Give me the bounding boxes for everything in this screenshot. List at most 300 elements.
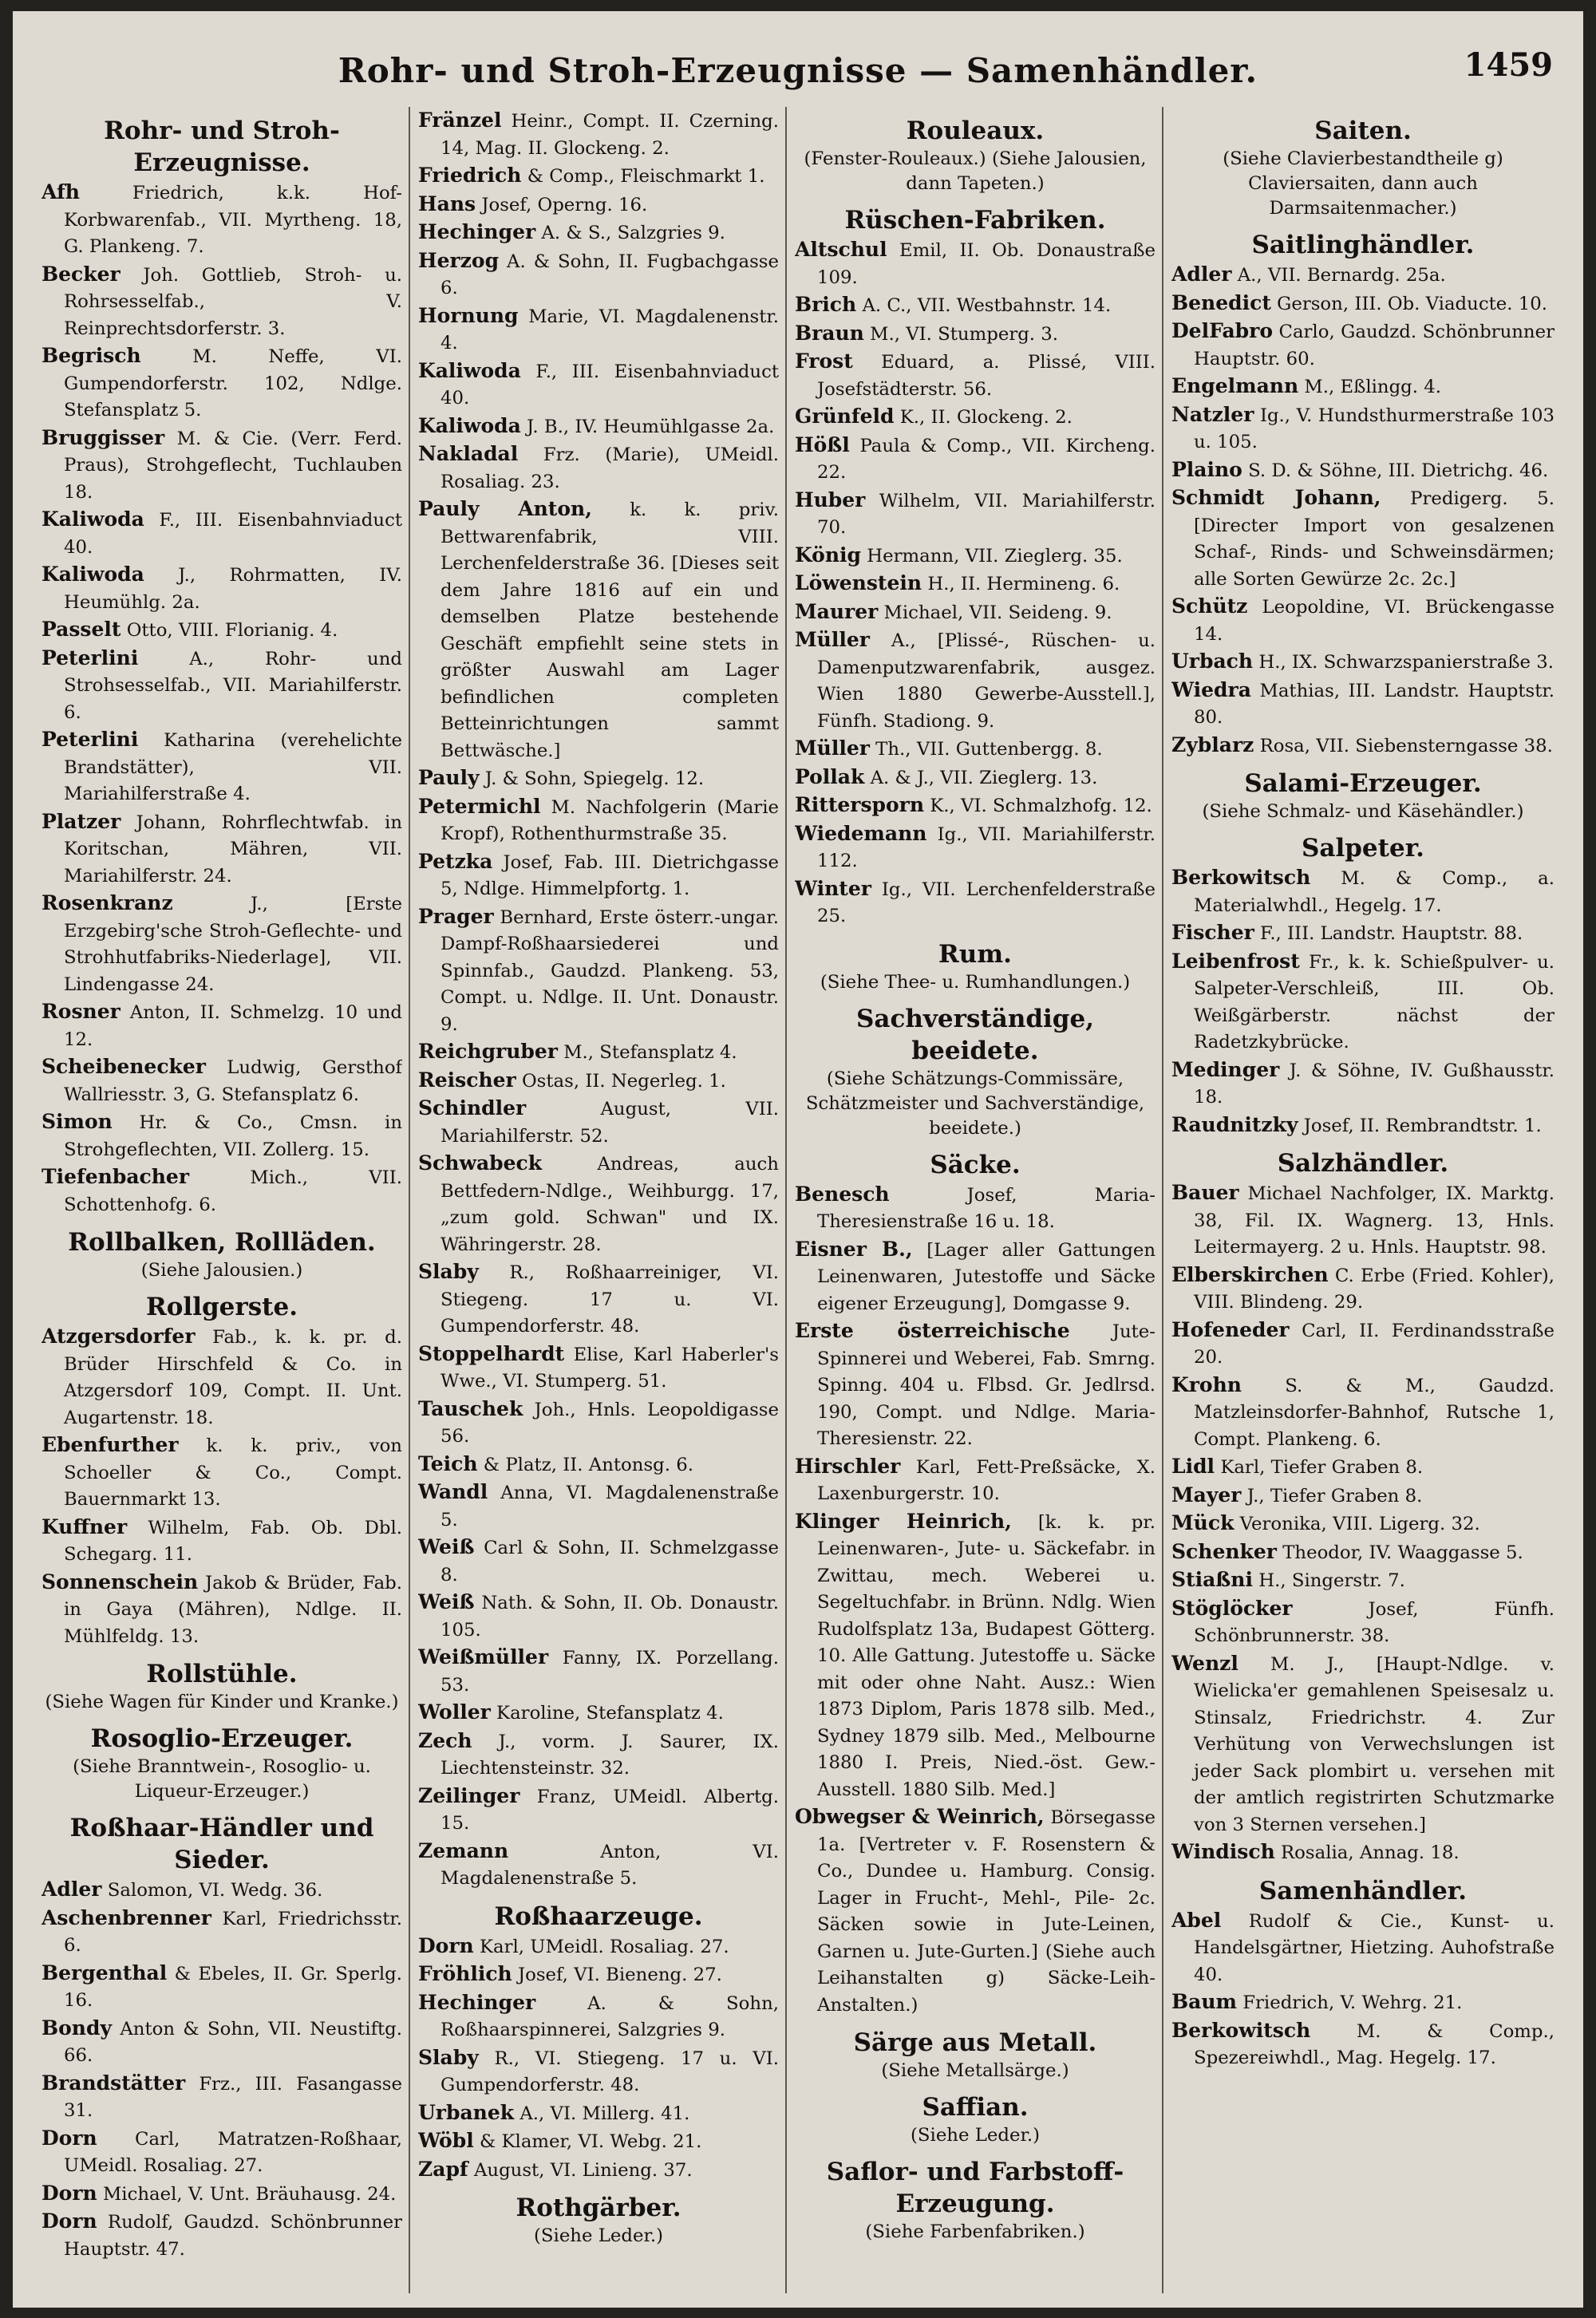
entry-details: A. & J., VII. Zieglerg. 13. (870, 767, 1098, 788)
directory-entry (795, 570, 1156, 598)
column-4 (1171, 107, 1555, 2293)
entry-details: A. & S., Salzgries 9. (541, 223, 725, 243)
entry-name: Müller (795, 736, 870, 760)
entry-name: Becker (41, 262, 120, 286)
entry-details: Friedrich, V. Wehrg. 21. (1242, 1992, 1463, 2013)
directory-entry (1171, 484, 1555, 593)
entry-name: Raudnitzky (1171, 1112, 1298, 1136)
entry-details: Joh., Hnls. Leopoldigasse 56. (440, 1399, 779, 1447)
entry-name: Adler (1171, 263, 1232, 286)
section-heading: Rüschen-Fabriken. (844, 206, 1106, 235)
directory-entry (795, 236, 1156, 291)
section-heading: Samenhändler. (1258, 1876, 1468, 1905)
entry-details: Bernhard, Erste österr.-ungar. Dampf-Roßhaarsiederei und Spinnfab., Gaudzd. Plankeng. 53, Compt. u. Ndlge. II. Unt. Donaustr. 9. (440, 906, 779, 1035)
entry-name: Slaby (418, 1260, 479, 1283)
entry-details: Hr. & Co., Cmsn. in Strohgeflechten, VII. Zollerg. 15. (64, 1112, 402, 1160)
directory-entry (418, 1838, 779, 1893)
directory-entry (1171, 373, 1555, 401)
directory-entry (418, 2127, 779, 2156)
directory-entry (1171, 1453, 1555, 1482)
entry-details: Ig., V. Hundsthurmerstraße 103 u. 105. (1194, 405, 1555, 452)
entry-details: J., [Erste Erzgebirg'sche Stroh-Geflechte- und Strohhutfabriks-Niederlage], VII. Lindengasse 24. (64, 894, 402, 995)
entry-details: J., Tiefer Graben 8. (1246, 1485, 1423, 1507)
entry-details: A., Rohr- und Strohsesselfab., VII. Mariahilferstr. 6. (64, 648, 402, 723)
directory-entry (418, 764, 779, 793)
directory-entry (795, 735, 1156, 764)
entry-details: J., vorm. J. Saurer, IX. Liechtensteinstr. 32. (440, 1731, 779, 1779)
entry-details: Leopoldine, VI. Brückengasse 14. (1194, 597, 1555, 645)
directory-entry (1171, 1056, 1555, 1112)
directory-entry (1171, 948, 1555, 1056)
entry-details: Rosa, VII. Siebensterngasse 38. (1259, 735, 1553, 756)
directory-entry (795, 1508, 1156, 1804)
cross-reference: (Siehe Metallsärge.) (881, 2060, 1069, 2081)
directory-entry (795, 875, 1156, 930)
entry-name: Fischer (1171, 921, 1254, 944)
entry-name: Lidl (1171, 1455, 1215, 1478)
entry-details: F., III. Eisenbahnviaduct 40. (440, 361, 779, 409)
entry-name: Medinger (1171, 1057, 1280, 1081)
entry-name: Urbach (1171, 650, 1254, 673)
section-heading: Salzhändler. (1277, 1149, 1449, 1178)
entry-details: Josef, Maria-Theresienstraße 16 u. 18. (817, 1184, 1156, 1232)
entry-name: Pauly (418, 766, 480, 789)
entry-name: Wiedra (1171, 677, 1251, 701)
directory-entry (418, 1728, 779, 1783)
entry-name: Weiß (418, 1535, 475, 1558)
entry-name: Weiß (418, 1590, 475, 1613)
column-1 (41, 107, 402, 2293)
directory-entry (1171, 677, 1555, 732)
entry-name: Rittersporn (795, 793, 925, 816)
entry-name: Bruggisser (41, 425, 165, 449)
entry-details: Fanny, IX. Porzellang. 53. (440, 1648, 779, 1696)
directory-entry (41, 616, 402, 645)
entry-name: Tiefenbacher (41, 1165, 189, 1188)
directory-entry (41, 1514, 402, 1569)
entry-details: Josef, Fab. III. Dietrichgasse 5, Ndlge. Himmelpfortg. 1. (440, 851, 779, 899)
entry-name: Hechinger (418, 1990, 536, 2014)
entry-details: Wilhelm, Fab. Ob. Dbl. Schegarg. 11. (64, 1517, 402, 1565)
section-heading: Rohr- und Stroh-Erzeugnisse. (104, 116, 340, 177)
entry-name: Dorn (41, 2181, 97, 2205)
directory-entry (1171, 456, 1555, 485)
entry-details: Mich., VII. Schottenhofg. 6. (64, 1167, 402, 1215)
entry-name: Eisner B., (795, 1237, 913, 1261)
entry-details: M. & Comp., Spezereiwhdl., Mag. Hegelg. 17. (1194, 2020, 1555, 2068)
cross-reference: (Siehe Farbenfabriken.) (865, 2221, 1085, 2242)
directory-entry (41, 1569, 402, 1651)
column-divider (1162, 107, 1163, 2293)
cross-reference: (Siehe Schätzungs-Commissäre, Schätzmeister und Sachverständige, beeidete.) (805, 1068, 1145, 1139)
directory-entry (41, 506, 402, 561)
directory-entry (795, 487, 1156, 542)
directory-entry (1171, 290, 1555, 318)
entry-name: Zapf (418, 2157, 468, 2181)
entry-details: Theodor, IV. Waaggasse 5. (1282, 1542, 1523, 1563)
directory-entry (418, 1095, 779, 1150)
entry-details: H., Singerstr. 7. (1258, 1570, 1405, 1591)
entry-details: Veronika, VIII. Ligerg. 32. (1239, 1514, 1480, 1534)
entry-details: H., IX. Schwarzspanierstraße 3. (1258, 652, 1555, 673)
entry-name: Bergenthal (41, 1961, 168, 1984)
entry-name: Klinger Heinrich, (795, 1509, 1012, 1533)
entry-name: Frost (795, 349, 853, 373)
entry-details: [k. k. pr. Leinenwaren-, Jute- u. Säckefabr. in Zwittau, mech. Weberei u. Segeltuchfabr. in Brünn. Ndlg. Wien Rudolfsplatz 13a, Budapest Götterg. 10. Alle Gattung. Jutestoffe u. Säcke mit oder ohne Naht. Ausz.: Wien 1873 Diplom, Paris 1878 silb. Med., Sydney 1879 silb. Med., Melbourne 1880 I. Preis, Nied.-öst. Gew.-Ausstell. 1880 Silb. Med.] (817, 1511, 1156, 1800)
directory-entry (418, 793, 779, 848)
directory-entry (418, 413, 779, 441)
entry-name: Pollak (795, 764, 865, 788)
column-divider (409, 107, 410, 2293)
entry-name: Baum (1171, 1990, 1237, 2013)
section-heading: Särge aus Metall. (853, 2028, 1097, 2057)
entry-details: Nath. & Sohn, II. Ob. Donaustr. 105. (440, 1593, 779, 1641)
directory-entry (1171, 1510, 1555, 1538)
entry-details: & Klamer, VI. Webg. 21. (479, 2131, 702, 2152)
entry-name: Zech (418, 1728, 472, 1752)
entry-name: Löwenstein (795, 571, 922, 594)
entry-details: Hermann, VII. Zieglerg. 35. (867, 545, 1123, 567)
directory-entry (795, 626, 1156, 735)
entry-details: Carl, Matratzen-Roßhaar, UMeidl. Rosaliag. 27. (64, 2128, 402, 2176)
section-heading: Säcke. (930, 1150, 1021, 1179)
entry-name: Teich (418, 1451, 478, 1475)
entry-name: Natzler (1171, 402, 1254, 426)
directory-entry (418, 247, 779, 302)
directory-entry (795, 1317, 1156, 1453)
entry-name: Hans (418, 192, 476, 215)
entry-details: M. & Cie. (Verr. Ferd. Praus), Strohgeflecht, Tuchlauben 18. (64, 428, 402, 503)
entry-name: Benedict (1171, 290, 1271, 314)
entry-name: Kaliwoda (41, 563, 144, 586)
entry-name: Kaliwoda (41, 507, 144, 531)
entry-details: Carl, II. Ferdinandsstraße 20. (1194, 1320, 1555, 1368)
entry-name: Begrisch (41, 344, 141, 367)
directory-entry (418, 1644, 779, 1699)
entry-details: Fr., k. k. Schießpulver- u. Salpeter-Verschleiß, III. Ob. Weißgärberstr. nächst der Radetzkybrücke. (1194, 951, 1555, 1052)
entry-name: Maurer (795, 599, 879, 623)
directory-entry (41, 561, 402, 616)
entry-name: Schindler (418, 1096, 527, 1120)
entry-details: Friedrich, k.k. Hof-Korbwarenfab., VII. Myrtheng. 18, G. Plankeng. 7. (64, 183, 402, 257)
entry-details: K., VI. Schmalzhofg. 12. (930, 796, 1152, 816)
entry-name: Herzog (418, 248, 500, 272)
entry-name: Kaliwoda (418, 358, 521, 382)
entry-details: M. Neffe, VI. Gumpendorferstr. 102, Ndlge. Stefansplatz 5. (64, 346, 402, 421)
entry-name: Slaby (418, 2045, 479, 2069)
entry-name: König (795, 543, 862, 567)
entry-name: Müller (795, 628, 870, 651)
directory-entry (41, 645, 402, 727)
entry-details: Salomon, VI. Wedg. 36. (107, 1880, 323, 1901)
directory-page (13, 11, 1583, 2308)
entry-name: Engelmann (1171, 374, 1299, 397)
entry-details: Anna, VI. Magdalenenstraße 5. (440, 1483, 779, 1530)
directory-entry (795, 1453, 1156, 1508)
entry-details: Frz., III. Fasangasse 31. (64, 2073, 402, 2121)
section-heading: Rum. (938, 939, 1012, 969)
entry-details: [Lager aller Gattungen Leinenwaren, Jutestoffe und Säcke eigener Erzeugung], Domgasse 9. (817, 1239, 1156, 1314)
directory-entry (418, 1783, 779, 1838)
entry-details: Jakob & Brüder, Fab. in Gaya (Mähren), Ndlge. II. Mühlfeldg. 13. (64, 1572, 402, 1647)
entry-details: Joh. Gottlieb, Stroh- u. Rohrsesselfab., V. Reinprechtsdorferstr. 3. (64, 264, 402, 339)
entry-details: S. D. & Söhne, III. Dietrichg. 46. (1248, 460, 1549, 481)
entry-name: Zemann (418, 1838, 509, 1862)
entry-name: Tauschek (418, 1396, 523, 1420)
entry-details: A. & Sohn, Roßhaarspinnerei, Salzgries 9. (440, 1992, 779, 2040)
entry-details: Franz, UMeidl. Albertg. 15. (440, 1786, 779, 1834)
section-heading: Salami-Erzeuger. (1244, 769, 1482, 798)
entry-details: Frz. (Marie), UMeidl. Rosaliag. 23. (440, 444, 779, 492)
entry-name: Atzgersdorfer (41, 1325, 196, 1348)
entry-details: Michael Nachfolger, IX. Marktg. 38, Fil. IX. Wagnerg. 13, Hnls. Leitermayerg. 2 u. Hnls. Hauptstr. 98. (1194, 1183, 1555, 1258)
directory-entry (41, 2015, 402, 2070)
entry-details: F., III. Landstr. Hauptstr. 88. (1260, 923, 1523, 944)
directory-entry (795, 1181, 1156, 1236)
directory-entry (418, 1150, 779, 1258)
entry-name: Stöglöcker (1171, 1596, 1293, 1620)
entry-name: Hirschler (795, 1454, 901, 1478)
entry-name: DelFabro (1171, 319, 1273, 342)
entry-name: Stiaßni (1171, 1568, 1253, 1591)
directory-entry (1171, 648, 1555, 677)
section-heading: Saitlinghändler. (1251, 231, 1475, 259)
entry-details: & Comp., Fleischmarkt 1. (527, 166, 765, 187)
entry-details: Fab., k. k. pr. d. Brüder Hirschfeld & Co. in Atzgersdorf 109, Compt. II. Unt. Augartenstr. 18. (64, 1327, 402, 1428)
entry-name: Ebenfurther (41, 1433, 179, 1456)
directory-entry (418, 848, 779, 903)
directory-entry (795, 1803, 1156, 2019)
entry-name: Hößl (795, 432, 850, 456)
entry-details: Josef, VI. Bieneng. 27. (517, 1965, 722, 1985)
entry-name: Sonnenschein (41, 1570, 199, 1593)
directory-entry (41, 808, 402, 890)
directory-entry (1171, 401, 1555, 456)
entry-name: Benesch (795, 1182, 890, 1206)
entry-details: Marie, VI. Magdalenenstr. 4. (440, 306, 779, 353)
entry-name: Huber (795, 488, 866, 511)
directory-entry (1171, 1838, 1555, 1867)
directory-entry (418, 2099, 779, 2128)
entry-details: K., II. Glockeng. 2. (899, 407, 1073, 428)
entry-details: Josef, Operng. 16. (481, 194, 648, 215)
entry-name: Scheibenecker (41, 1055, 206, 1078)
directory-entry (418, 1451, 779, 1479)
directory-entry (1171, 1372, 1555, 1454)
directory-entry (1171, 1566, 1555, 1595)
directory-entry (418, 1534, 779, 1589)
entry-details: Wilhelm, VII. Mariahilferstr. 70. (817, 490, 1156, 538)
entry-details: A. & Sohn, II. Fugbachgasse 6. (440, 251, 779, 298)
directory-entry (418, 1933, 779, 1961)
directory-entry (41, 726, 402, 808)
entry-details: Karl, Friedrichsstr. 6. (64, 1908, 402, 1956)
directory-entry (418, 302, 779, 357)
entry-name: Kaliwoda (418, 413, 521, 437)
directory-entry (41, 2180, 402, 2209)
entry-details: Gerson, III. Ob. Viaducte. 10. (1277, 293, 1547, 314)
directory-entry (418, 219, 779, 247)
entry-name: Brandstätter (41, 2071, 186, 2095)
entry-details: Carlo, Gaudzd. Schönbrunner Hauptstr. 60. (1194, 322, 1555, 369)
entry-details: Josef, Fünfh. Schönbrunnerstr. 38. (1194, 1598, 1555, 1646)
directory-entry (418, 1038, 779, 1067)
entry-name: Simon (41, 1110, 113, 1133)
entry-details: A., VI. Millerg. 41. (519, 2103, 690, 2124)
directory-entry (41, 2070, 402, 2125)
entry-details: Ig., VII. Lerchenfelderstraße 25. (817, 879, 1156, 926)
entry-details: Anton & Sohn, VII. Neustiftg. 66. (64, 2018, 402, 2066)
entry-details: A., [Plissé-, Rüschen- u. Damenputzwarenfabrik, ausgez. Wien 1880 Gewerbe-Ausstell.], Fünfh. Stadiong. 9. (817, 630, 1156, 732)
section-heading: Rothgärber. (516, 2194, 681, 2222)
entry-details: R., Roßhaarreiniger, VI. Stiegeng. 17 u. VI. Gumpendorferstr. 48. (440, 1262, 779, 1337)
directory-entry (795, 598, 1156, 627)
entry-name: Rosner (41, 1000, 120, 1023)
directory-entry (41, 261, 402, 343)
entry-details: Mathias, III. Landstr. Hauptstr. 80. (1194, 680, 1555, 728)
entry-name: Wandl (418, 1480, 488, 1503)
directory-entry (41, 1905, 402, 1960)
entry-name: Fröhlich (418, 1962, 512, 1985)
directory-entry (418, 1589, 779, 1644)
cross-reference: (Siehe Branntwein-, Rosoglio- u. Liqueur-Erzeuger.) (73, 1756, 371, 1802)
section-heading: Saflor- und Farbstoff-Erzeugung. (826, 2158, 1124, 2218)
entry-details: A. C., VII. Westbahnstr. 14. (862, 295, 1112, 316)
cross-reference: (Siehe Jalousien.) (140, 1260, 303, 1281)
directory-entry (1171, 1112, 1555, 1140)
entry-name: Pauly Anton, (418, 497, 592, 520)
entry-name: Grünfeld (795, 405, 895, 428)
directory-entry (418, 496, 779, 764)
directory-entry (41, 179, 402, 261)
directory-entry (418, 2044, 779, 2099)
entry-details: J. & Söhne, IV. Gußhausstr. 18. (1194, 1060, 1555, 1108)
directory-entry (41, 1053, 402, 1108)
directory-entry (41, 998, 402, 1053)
entry-details: Th., VII. Guttenbergg. 8. (875, 739, 1103, 760)
directory-entry (795, 542, 1156, 571)
entry-details: k. k. priv., von Schoeller & Co., Compt. Bauernmarkt 13. (64, 1435, 402, 1510)
entry-details: Jute-Spinnerei und Weberei, Fab. Smrng. Spinng. 404 u. Flbsd. Gr. Jedlrsd. 190, Compt. und Ndlge. Maria-Theresienstr. 22. (817, 1321, 1156, 1449)
entry-name: Passelt (41, 618, 121, 641)
directory-entry (795, 291, 1156, 320)
entry-name: Wöbl (418, 2129, 474, 2152)
directory-entry (1171, 1317, 1555, 1372)
directory-entry (418, 107, 779, 162)
directory-entry (1171, 318, 1555, 373)
directory-entry (418, 1341, 779, 1396)
entry-name: Schmidt Johann, (1171, 486, 1381, 509)
entry-details: k. k. priv. Bettwarenfabrik, VIII. Lerchenfelderstraße 36. [Dieses seit dem Jahre 1816 auf ein und demselben Platze bestehende Geschäft empfiehlt seine stets in größter Auswahl am Lager befindlichen completen Betteinrichtungen sammt Bettwäsche.] (440, 500, 779, 761)
entry-name: Zyblarz (1171, 733, 1254, 756)
directory-entry (795, 764, 1156, 792)
entry-details: Anton, II. Schmelzg. 10 und 12. (64, 1002, 402, 1050)
entry-name: Bondy (41, 2016, 112, 2040)
entry-details: Ludwig, Gersthof Wallriesstr. 3, G. Stefansplatz 6. (64, 1057, 402, 1105)
directory-entry (41, 1323, 402, 1431)
entry-name: Krohn (1171, 1372, 1242, 1396)
directory-entry (795, 320, 1156, 349)
directory-entry (795, 403, 1156, 432)
cross-reference: (Siehe Leder.) (911, 2125, 1040, 2146)
entry-name: Peterlini (41, 646, 139, 669)
entry-name: Braun (795, 321, 864, 345)
entry-name: Prager (418, 904, 494, 928)
entry-name: Winter (795, 876, 871, 900)
entry-name: Rosenkranz (41, 891, 173, 914)
entry-details: Predigerg. 5. [Directer Import von gesalzenen Schaf-, Rinds- und Schweinsdärmen; alle Sorten Gewürze 2c. 2c.] (1194, 488, 1555, 590)
entry-details: Karl, UMeidl. Rosaliag. 27. (479, 1936, 729, 1957)
entry-name: Dorn (41, 2209, 97, 2233)
directory-entry (1171, 261, 1555, 290)
entry-details: August, VII. Mariahilferstr. 52. (440, 1099, 779, 1147)
section-heading: Rosoglio-Erzeuger. (90, 1724, 354, 1753)
directory-entry (1171, 864, 1555, 919)
entry-name: Aschenbrenner (41, 1905, 211, 1929)
directory-entry (795, 792, 1156, 820)
entry-name: Hornung (418, 303, 519, 327)
directory-entry (418, 1258, 779, 1341)
entry-name: Platzer (41, 809, 121, 833)
entry-details: J. & Sohn, Spiegelg. 12. (484, 768, 705, 789)
entry-name: Hofeneder (1171, 1317, 1290, 1341)
directory-entry (418, 162, 779, 191)
column-2 (418, 107, 779, 2293)
column-3 (795, 107, 1156, 2293)
entry-details: Andreas, auch Bettfedern-Ndlge., Weihburgg. 17, „zum gold. Schwan" und IX. Währingerstr. 28. (440, 1154, 779, 1255)
entry-details: Otto, VIII. Florianig. 4. (126, 620, 338, 641)
section-heading: Salpeter. (1302, 834, 1424, 863)
entry-name: Afh (41, 180, 80, 203)
entry-details: J. B., IV. Heumühlgasse 2a. (527, 416, 775, 437)
entry-name: Bauer (1171, 1181, 1239, 1204)
entry-name: Berkowitsch (1171, 866, 1311, 889)
entry-name: Weißmüller (418, 1645, 549, 1668)
entry-details: Elise, Karl Haberler's Wwe., VI. Stumperg. 51. (440, 1344, 779, 1392)
entry-details: Ostas, II. Negerleg. 1. (521, 1070, 726, 1092)
entry-details: Rosalia, Annag. 18. (1281, 1842, 1460, 1863)
directory-entry (418, 1961, 779, 1989)
entry-details: & Platz, II. Antonsg. 6. (483, 1454, 693, 1475)
directory-entry (418, 1067, 779, 1096)
directory-entry (41, 2208, 402, 2263)
entry-name: Zeilinger (418, 1783, 520, 1807)
directory-entry (1171, 1595, 1555, 1650)
directory-entry (418, 1479, 779, 1534)
entry-details: H., II. Hermineng. 6. (927, 574, 1120, 594)
entry-name: Schenker (1171, 1539, 1277, 1563)
entry-name: Fränzel (418, 109, 502, 132)
column-divider (785, 107, 787, 2293)
directory-entry (418, 903, 779, 1039)
entry-name: Mayer (1171, 1483, 1242, 1507)
entry-name: Reischer (418, 1068, 516, 1092)
directory-entry (418, 357, 779, 413)
directory-entry (418, 191, 779, 219)
entry-name: Schütz (1171, 594, 1248, 618)
entry-details: Anton, VI. Magdalenenstraße 5. (440, 1841, 779, 1889)
section-heading: Roßhaar-Händler und Sieder. (69, 1814, 374, 1874)
cross-reference: (Siehe Leder.) (534, 2225, 663, 2246)
section-heading: Saiten. (1314, 116, 1412, 145)
cross-reference: (Fenster-Rouleaux.) (Siehe Jalousien, dann Tapeten.) (804, 148, 1147, 194)
entry-name: Altschul (795, 238, 887, 261)
entry-name: Petermichl (418, 794, 541, 818)
entry-details: Eduard, a. Plissé, VIII. Josefstädterstr. 56. (817, 352, 1156, 400)
entry-details: F., III. Eisenbahnviaduct 40. (64, 510, 402, 558)
directory-entry (41, 2125, 402, 2180)
cross-reference: (Siehe Clavierbestandtheile g) Claviersaiten, dann auch Darmsaitenmacher.) (1223, 148, 1503, 219)
